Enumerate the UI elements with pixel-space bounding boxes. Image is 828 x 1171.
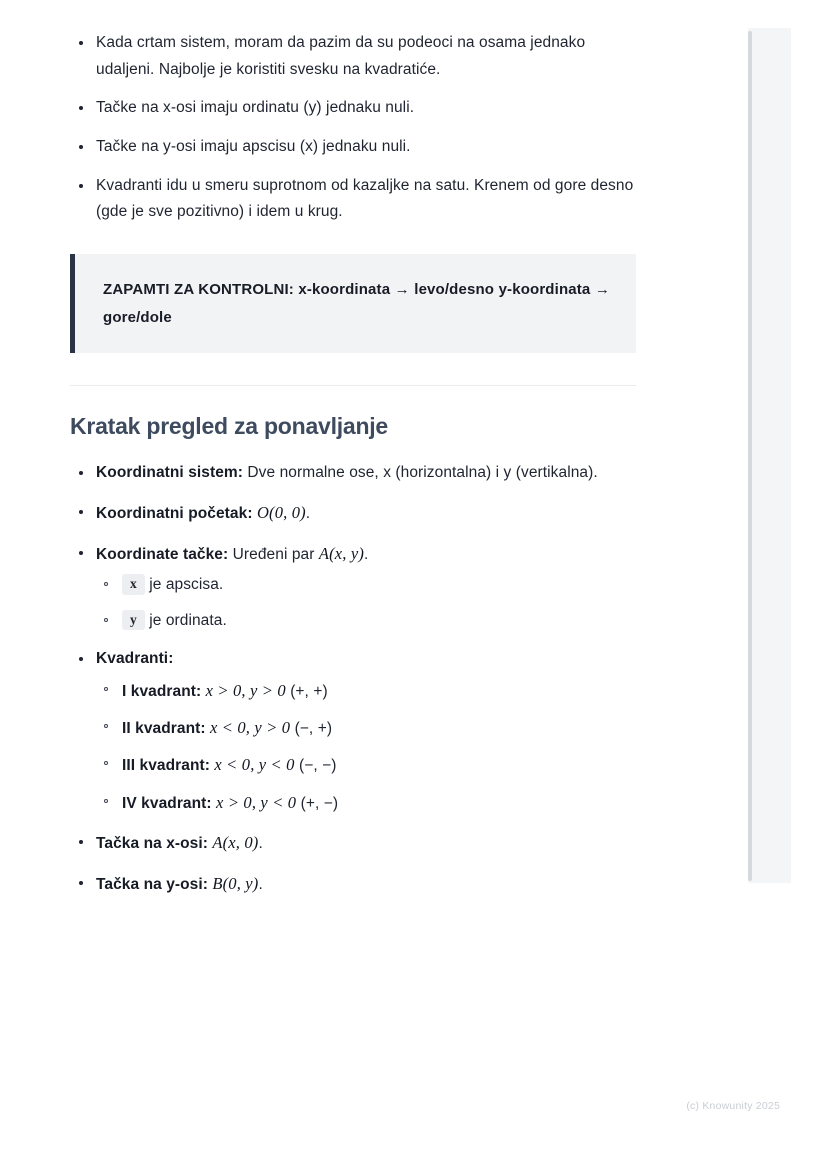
summary-text: Uređeni par (232, 545, 315, 563)
suffix: . (258, 875, 263, 893)
code-chip-x: x (122, 574, 145, 595)
list-item (70, 134, 636, 161)
quadrant-math: x > 0, y > 0 (205, 680, 286, 700)
section-divider (70, 385, 636, 386)
coordinate-sub-list (96, 572, 636, 634)
list-item-tacka-y-osa (70, 870, 636, 899)
quadrant-math: x > 0, y < 0 (216, 792, 297, 812)
list-item-koordinatni-pocetak (70, 499, 636, 528)
quadrant-label: II kvadrant: (122, 719, 206, 737)
note-text-4: Kvadranti idu u smeru suprotnom od kazaljke na satu. Krenem od gore desno (gde je sve pozitivno) i idem u krug. (96, 176, 634, 221)
summary-label: Kvadranti: (96, 649, 174, 667)
math-expression: A(x, 0) (212, 833, 259, 853)
quadrant-signs: (−, +) (294, 719, 333, 737)
vertical-scrollbar-thumb[interactable] (748, 31, 752, 881)
note-text-2: Tačke na x-osi imaju ordinatu (y) jednaku nuli. (96, 99, 415, 117)
sub-item-text: je apscisa. (149, 576, 224, 594)
quadrant-item-2 (96, 714, 636, 742)
summary-label: Tačka na x-osi: (96, 835, 209, 853)
quadrant-item-1 (96, 677, 636, 705)
math-expression: O(0, 0) (256, 502, 306, 522)
page-title: Kratak pregled za ponavljanje (70, 413, 388, 440)
suffix: . (364, 545, 369, 563)
summary-label: Koordinatni sistem: (96, 464, 244, 482)
list-item (70, 30, 636, 83)
notes-list (70, 30, 636, 226)
sub-list-item-y (96, 608, 636, 634)
list-item (70, 173, 636, 226)
quadrant-math: x < 0, y < 0 (214, 755, 295, 775)
quadrant-math: x < 0, y > 0 (210, 717, 291, 737)
summary-label: Koordinate tačke: (96, 545, 229, 563)
summary-text: Dve normalne ose, x (horizontalna) i y (vertikalna). (247, 464, 598, 482)
list-item-kvadranti (70, 646, 636, 817)
remember-callout (70, 254, 636, 354)
quadrant-label: III kvadrant: (122, 757, 211, 775)
list-item-tacka-x-osa (70, 829, 636, 858)
math-expression: A(x, y) (318, 543, 364, 563)
summary-list (70, 460, 636, 898)
quadrant-item-3 (96, 751, 636, 779)
quadrant-signs: (−, −) (298, 757, 337, 775)
list-item-koordinate-tacke (70, 540, 636, 634)
suffix: . (305, 504, 311, 522)
quadrant-label: IV kvadrant: (122, 794, 212, 812)
list-item (70, 95, 636, 122)
quadrant-label: I kvadrant: (122, 682, 202, 700)
vertical-scrollbar-track[interactable] (748, 28, 791, 883)
sub-item-text: je ordinata. (149, 611, 227, 629)
sub-list-item-x (96, 572, 636, 598)
quadrant-item-4 (96, 789, 636, 817)
note-text-3: Tačke na y-osi imaju apscisu (x) jednaku nuli. (96, 137, 411, 155)
summary-label: Koordinatni početak: (96, 504, 253, 522)
footer-copyright: (c) Knowunity 2025 (686, 1100, 780, 1112)
quadrant-list (96, 677, 636, 817)
code-chip-y: y (122, 610, 145, 631)
suffix: . (258, 835, 263, 853)
list-item-koordinatni-sistem (70, 460, 636, 487)
quadrant-signs: (+, +) (290, 682, 328, 700)
callout-text: ZAPAMTI ZA KONTROLNI: x-koordinata → levo/desno y-koordinata → gore/dole (103, 280, 610, 326)
summary-label: Tačka na y-osi: (96, 875, 209, 893)
quadrant-signs: (+, −) (300, 794, 339, 812)
note-text-1: Kada crtam sistem, moram da pazim da su podeoci na osama jednako udaljeni. Najbolje je koristiti svesku na kvadratiće. (96, 34, 586, 78)
math-expression: B(0, y) (212, 873, 259, 893)
document-content (70, 30, 636, 910)
